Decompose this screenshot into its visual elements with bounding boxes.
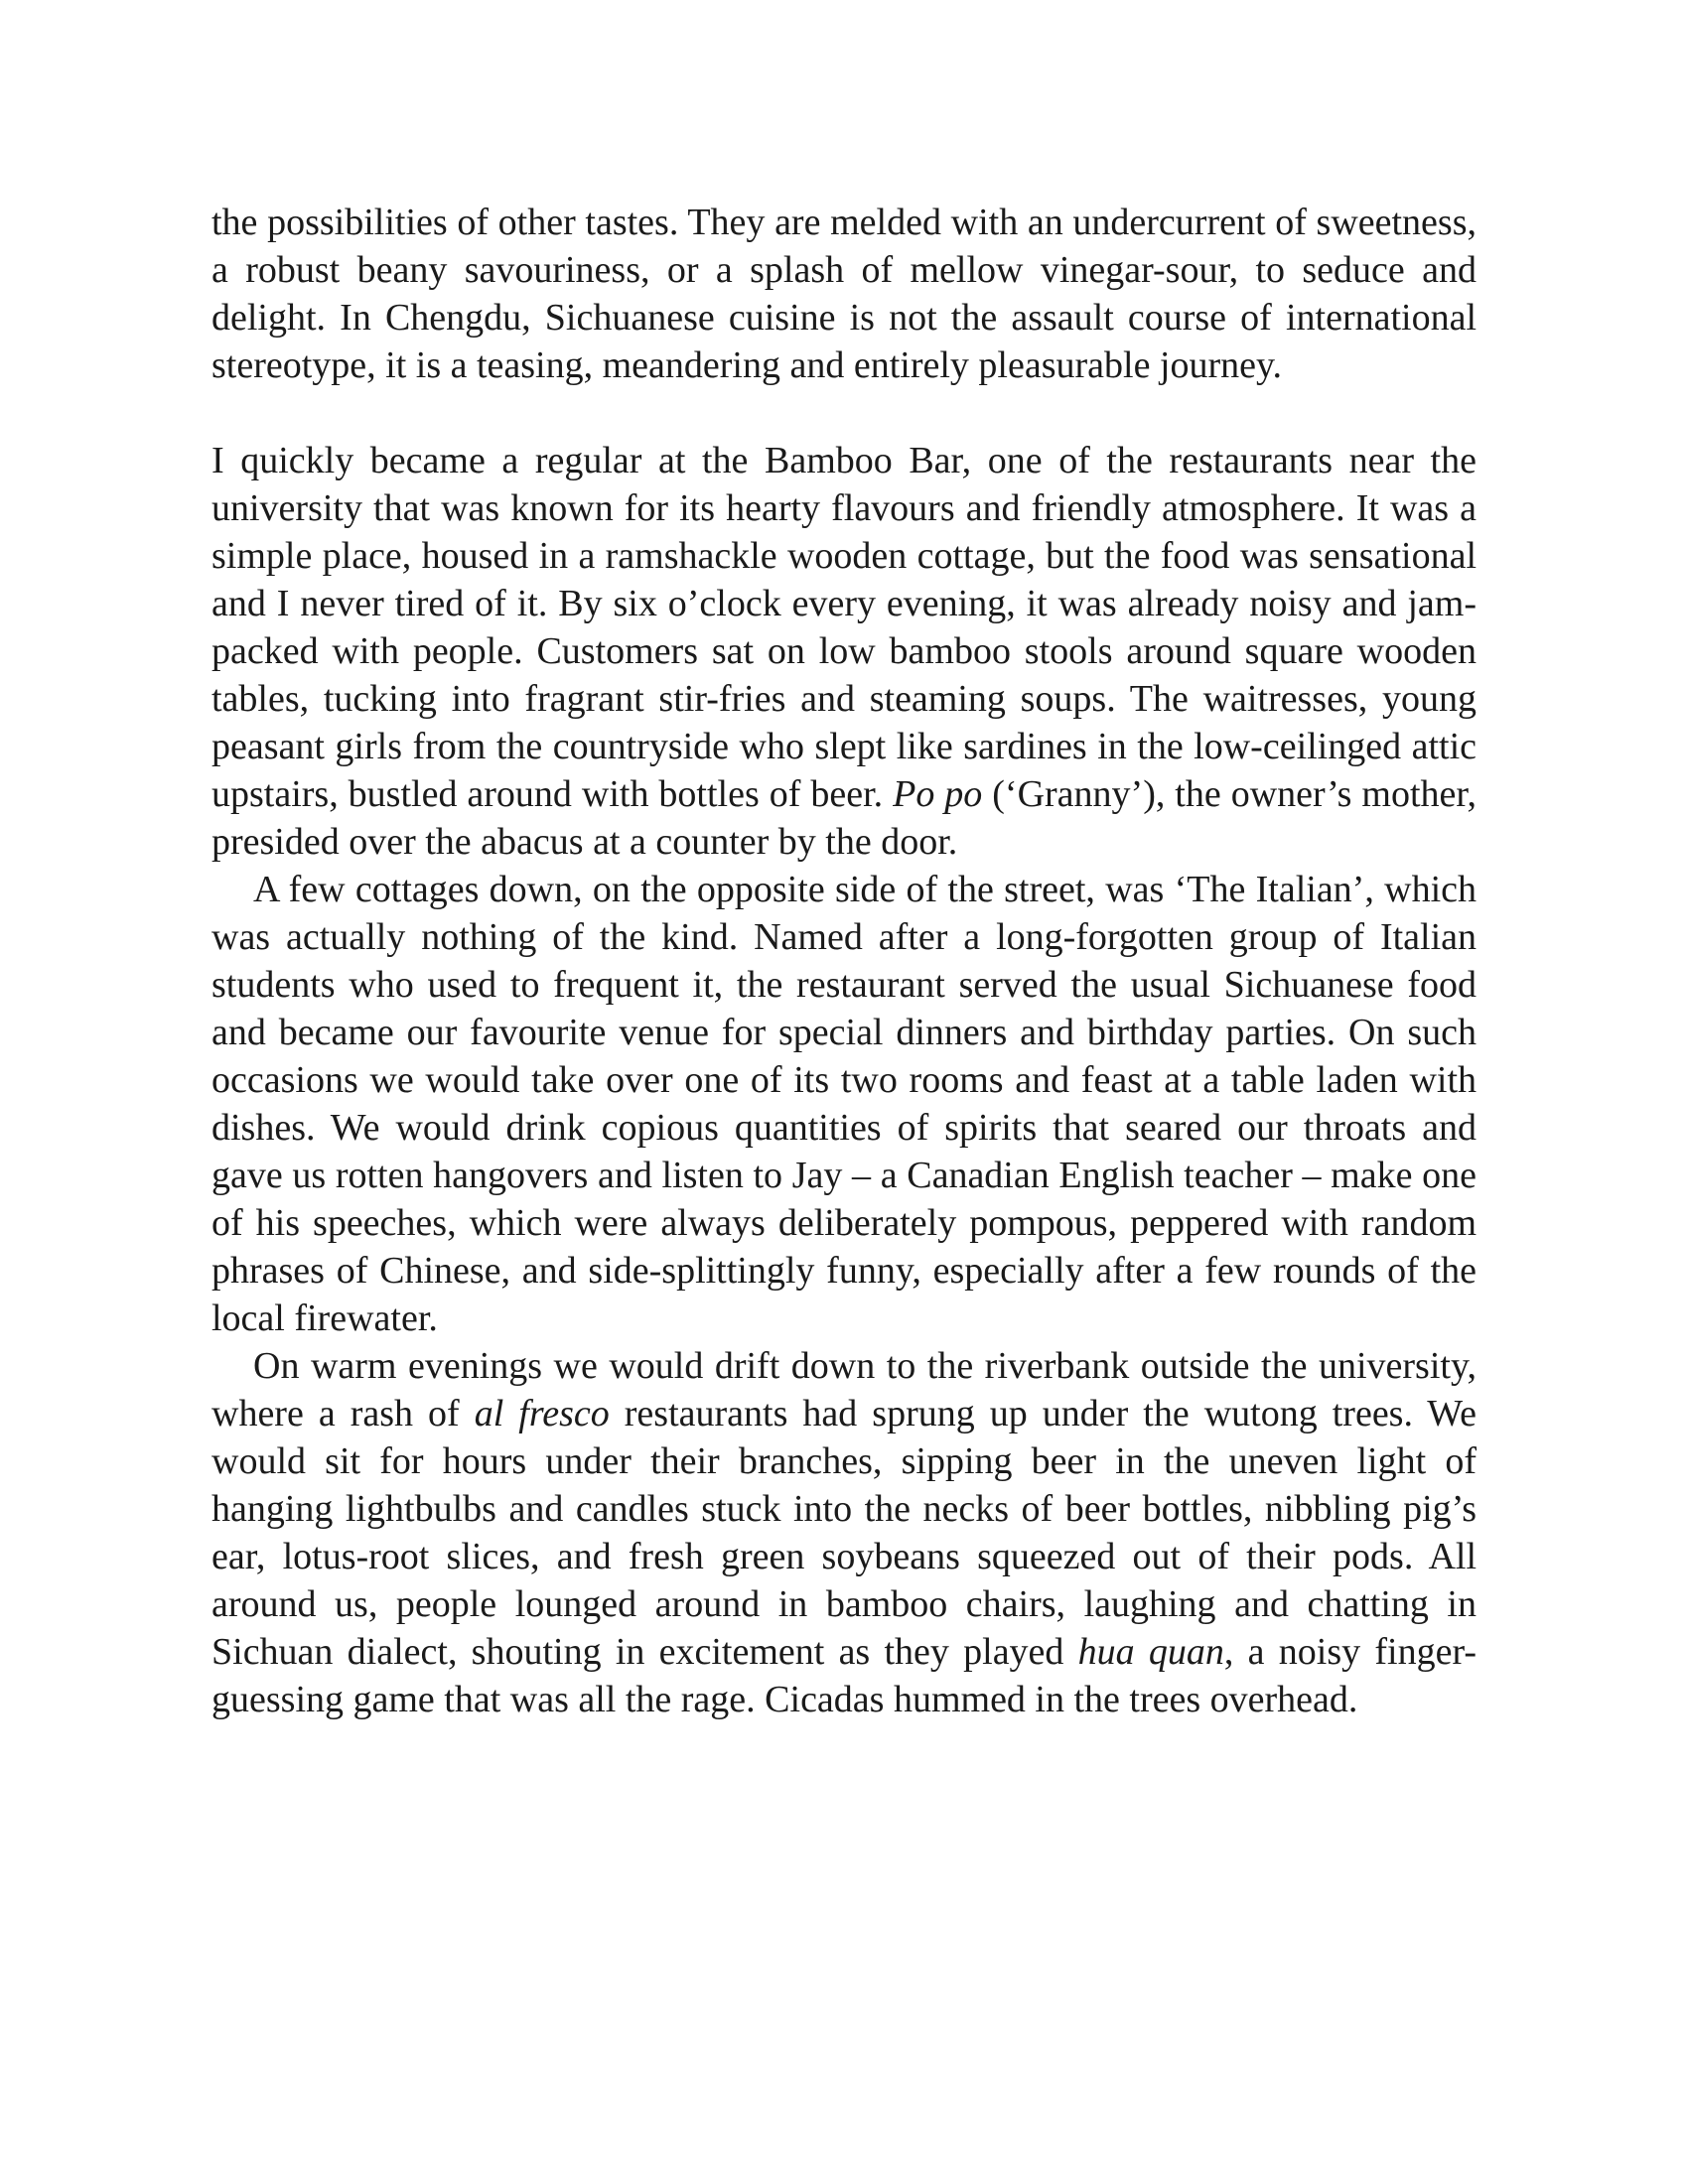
paragraph-2: [211, 437, 1477, 866]
paragraph-4-text-b: restaurants had sprung up under the wutong trees. We would sit for hours under their branches, sipping beer in the uneven light of hanging lightbulbs and candles stuck into the necks of beer bottles, nibbling pig’s ear, lotus-root slices, and fresh green soybeans squeezed out of their pods. All around us, people lounged around in bamboo chairs, laughing and chatting in Sichuan dialect, shouting in excitement as they played: [211, 1393, 1477, 1673]
paragraph-4-text-a: On warm evenings we would drift down to the riverbank outside the university, where a rash of: [211, 1345, 1477, 1434]
paragraph-3: [211, 866, 1477, 1342]
paragraph-4-text-c: , a noisy finger-guessing game that was all the rage. Cicadas hummed in the trees overhead.: [211, 1631, 1477, 1720]
paragraph-4-italic-hua-quan: hua quan: [1077, 1631, 1224, 1673]
paragraph-4: [211, 1342, 1477, 1723]
paragraph-2-text-a: I quickly became a regular at the Bamboo Bar, one of the restaurants near the university that was known for its hearty flavours and friendly atmosphere. It was a simple place, housed in a ramshackle wooden cottage, but the food was sensational and I never tired of it. By six o’clock every evening, it was already noisy and jam-packed with people. Customers sat on low bamboo stools around square wooden tables, tucking into fragrant stir-fries and steaming soups. The waitresses, young peasant girls from the countryside who slept like sardines in the low-ceilinged attic upstairs, bustled around with bottles of beer.: [211, 440, 1477, 815]
paragraph-1-text: the possibilities of other tastes. They are melded with an undercurrent of sweetness, a robust beany savouriness, or a splash of mellow vinegar-sour, to seduce and delight. In Chengdu, Sichuanese cuisine is not the assault course of international stereotype, it is a teasing, meandering and entirely pleasurable journey.: [211, 202, 1477, 386]
paragraph-2-text-b: (‘Granny’), the owner’s mother, presided over the abacus at a counter by the door.: [211, 773, 1477, 863]
paragraph-3-text: A few cottages down, on the opposite side of the street, was ‘The Italian’, which was actually nothing of the kind. Named after a long-forgotten group of Italian students who used to frequent it, the restaurant served the usual Sichuanese food and became our favourite venue for special dinners and birthday parties. On such occasions we would take over one of its two rooms and feast at a table laden with dishes. We would drink copious quantities of spirits that seared our throats and gave us rotten hangovers and listen to Jay – a Canadian English teacher – make one of his speeches, which were always deliberately pompous, peppered with random phrases of Chinese, and side-splittingly funny, especially after a few rounds of the local firewater.: [211, 869, 1477, 1339]
page-body: [211, 199, 1477, 1723]
paragraph-4-italic-al-fresco: al fresco: [474, 1393, 610, 1434]
paragraph-1: [211, 199, 1477, 389]
paragraph-2-italic-po-po: Po po: [893, 773, 983, 815]
